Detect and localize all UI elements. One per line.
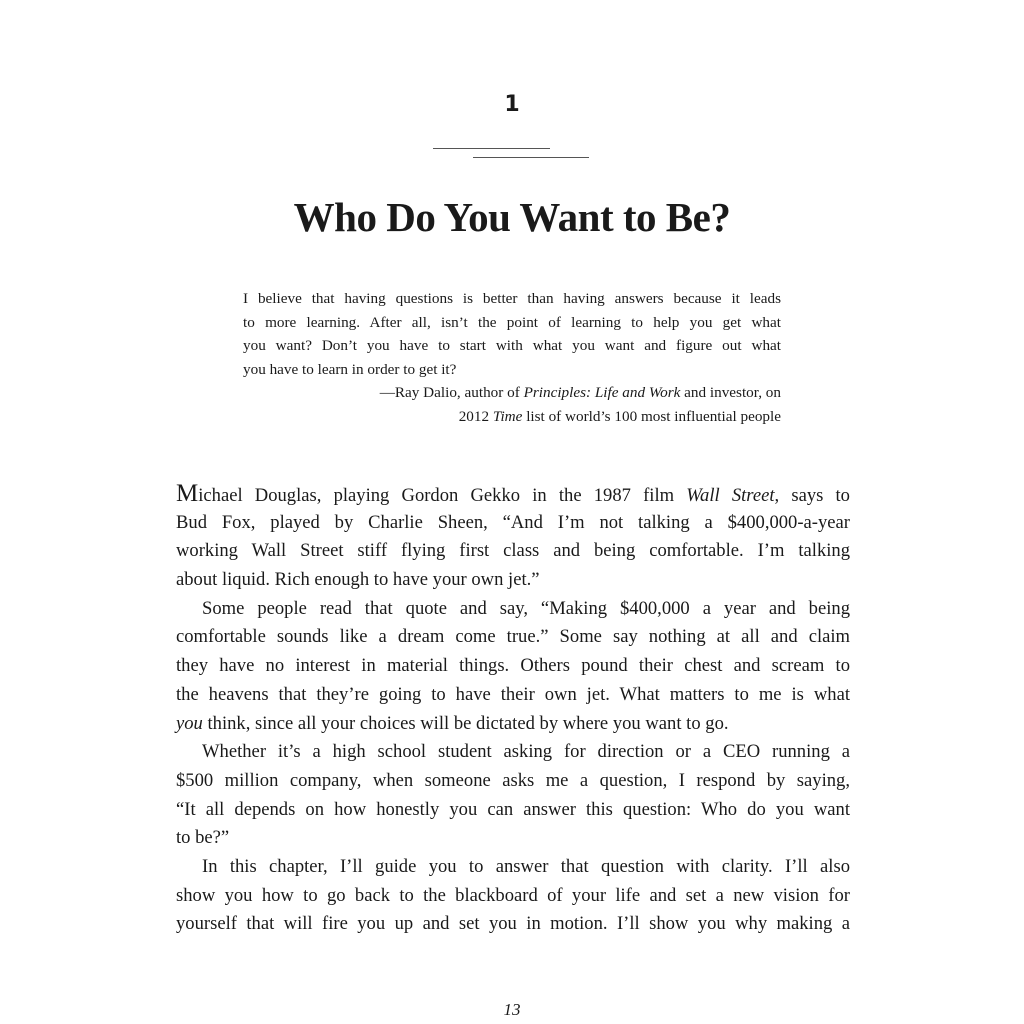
text-line [176,853,850,882]
text-line [243,311,781,335]
text-line [176,652,850,681]
page-number: 13 [503,1000,521,1019]
body-text [176,480,850,939]
text-line [176,509,850,538]
text-segment: Some people read that quote and say, “Making $400,000 a year and being [202,597,850,619]
text-segment: they have no interest in material things. Others pound their chest and scream to [176,655,850,677]
text-line [243,358,781,382]
text-segment: Whether it’s a high school student asking for direction or a CEO running a [202,741,850,763]
text-line [243,334,781,358]
italic-text: Principles: Life and Work [523,384,681,401]
text-segment: yourself that will fire you up and set you in motion. I’ll show you why making a [176,913,850,935]
text-segment: about liquid. Rich enough to have your own jet.” [176,569,540,591]
text-segment: you have to learn in order to get it? [243,360,457,378]
text-segment: show you how to go back to the blackboard of your life and set a new vision for [176,884,850,906]
text-segment: ichael Douglas, playing Gordon Gekko in the 1987 film [198,485,687,506]
text-segment: I believe that having questions is better than having answers because it leads [243,290,781,307]
text-segment: and investor, on [680,384,781,401]
italic-text: Wall Street [686,485,775,506]
text-segment: —Ray Dalio, author of [379,384,524,401]
text-line [176,537,850,566]
text-segment: “It all depends on how honestly you can answer this question: Who do you want [176,798,850,820]
text-line [176,595,850,624]
text-line [176,796,850,825]
text-line [176,710,850,739]
text-segment: , says to [774,485,850,506]
text-line [176,681,850,710]
epigraph [243,287,781,428]
text-line [176,623,850,652]
text-line [176,910,850,939]
chapter-number: 1 [504,92,520,117]
text-segment: working Wall Street stiff flying first class and being comfortable. I’m talking [176,540,850,562]
ornament-rule-lower [473,157,589,158]
text-segment: to more learning. After all, isn’t the point of learning to help you get what [243,313,781,331]
epigraph-attribution [243,381,781,405]
drop-cap: M [176,480,199,507]
text-segment: $500 million company, when someone asks me a question, I respond by saying, [176,769,850,791]
text-line [176,738,850,767]
text-line [176,824,850,853]
text-segment: think, since all your choices will be dictated by where you want to go. [202,712,729,734]
chapter-title: Who Do You Want to Be? [293,194,731,240]
text-segment: In this chapter, I’ll guide you to answer that question with clarity. I’ll also [202,855,850,877]
text-line [176,480,850,509]
ornament-rule-upper [433,148,550,149]
text-segment: list of world’s 100 most influential people [522,407,781,425]
italic-text: Time [492,407,523,425]
text-line [176,882,850,911]
epigraph-attribution [243,405,781,429]
text-segment: comfortable sounds like a dream come true.” Some say nothing at all and claim [176,626,850,648]
text-segment: Bud Fox, played by Charlie Sheen, “And I’m not talking a $400,000-a-year [176,511,850,533]
text-segment: to be?” [176,827,230,849]
text-segment: you want? Don’t you have to start with what you want and figure out what [243,337,781,354]
text-segment: 2012 [458,407,493,425]
text-segment: the heavens that they’re going to have their own jet. What matters to me is what [176,683,850,705]
text-line [243,287,781,311]
italic-text: you [176,712,203,734]
text-line [176,767,850,796]
text-line [176,566,850,595]
